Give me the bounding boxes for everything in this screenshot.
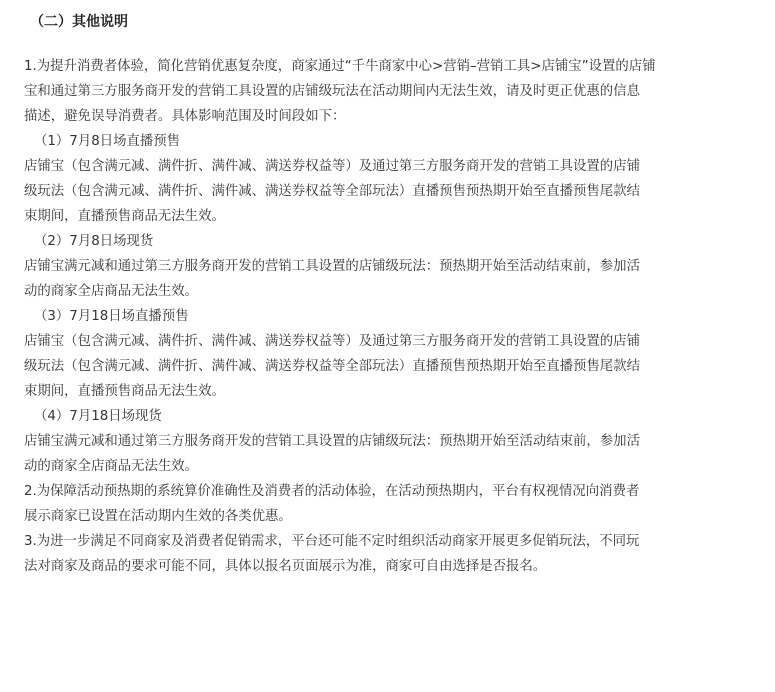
paragraph-line: 展示商家已设置在活动期内生效的各类优惠。 — [24, 509, 292, 524]
paragraph-line: 1.为提升消费者体验，简化营销优惠复杂度，商家通过“千牛商家中心>营销–营销工具>店铺宝”设置的店铺 — [24, 59, 656, 74]
paragraph-line: 级玩法（包含满元减、满件折、满件减、满送券权益等全部玩法）直播预售预热期开始至直播预售尾款结 — [24, 359, 640, 374]
paragraph-line: 法对商家及商品的要求可能不同，具体以报名页面展示为准，商家可自由选择是否报名。 — [24, 559, 547, 574]
paragraph-line: 店铺宝（包含满元减、满件折、满件减、满送券权益等）及通过第三方服务商开发的营销工具设置的店铺 — [24, 159, 640, 174]
document-body — [24, 54, 755, 579]
paragraph-line: 2.为保障活动预热期的系统算价准确性及消费者的活动体验，在活动预热期内，平台有权视情况向消费者 — [24, 484, 640, 499]
paragraph-line: 店铺宝（包含满元减、满件折、满件减、满送券权益等）及通过第三方服务商开发的营销工具设置的店铺 — [24, 334, 640, 349]
paragraph-line: 级玩法（包含满元减、满件折、满件减、满送券权益等全部玩法）直播预售预热期开始至直播预售尾款结 — [24, 184, 640, 199]
subheading-line: （4）7月18日场现货 — [34, 409, 162, 424]
paragraph-line: 动的商家全店商品无法生效。 — [24, 459, 199, 474]
paragraph-line: 动的商家全店商品无法生效。 — [24, 284, 199, 299]
paragraph-line: 束期间，直播预售商品无法生效。 — [24, 384, 225, 399]
subheading-line: （3）7月18日场直播预售 — [34, 309, 189, 324]
paragraph-line: 宝和通过第三方服务商开发的营销工具设置的店铺级玩法在活动期间内无法生效，请及时更正优惠的信息 — [24, 84, 640, 99]
subheading-line: （1）7月8日场直播预售 — [34, 134, 181, 149]
paragraph-line: 描述，避免误导消费者。具体影响范围及时间段如下： — [24, 109, 346, 124]
paragraph-line: 店铺宝满元减和通过第三方服务商开发的营销工具设置的店铺级玩法：预热期开始至活动结束前，参加活 — [24, 434, 640, 449]
paragraph-line: 店铺宝满元减和通过第三方服务商开发的营销工具设置的店铺级玩法：预热期开始至活动结束前，参加活 — [24, 259, 640, 274]
paragraph-line: 束期间，直播预售商品无法生效。 — [24, 209, 225, 224]
paragraph-line: 3.为进一步满足不同商家及消费者促销需求，平台还可能不定时组织活动商家开展更多促销玩法，不同玩 — [24, 534, 640, 549]
subheading-line: （2）7月8日场现货 — [34, 234, 154, 249]
section-title: （二）其他说明 — [30, 14, 128, 30]
